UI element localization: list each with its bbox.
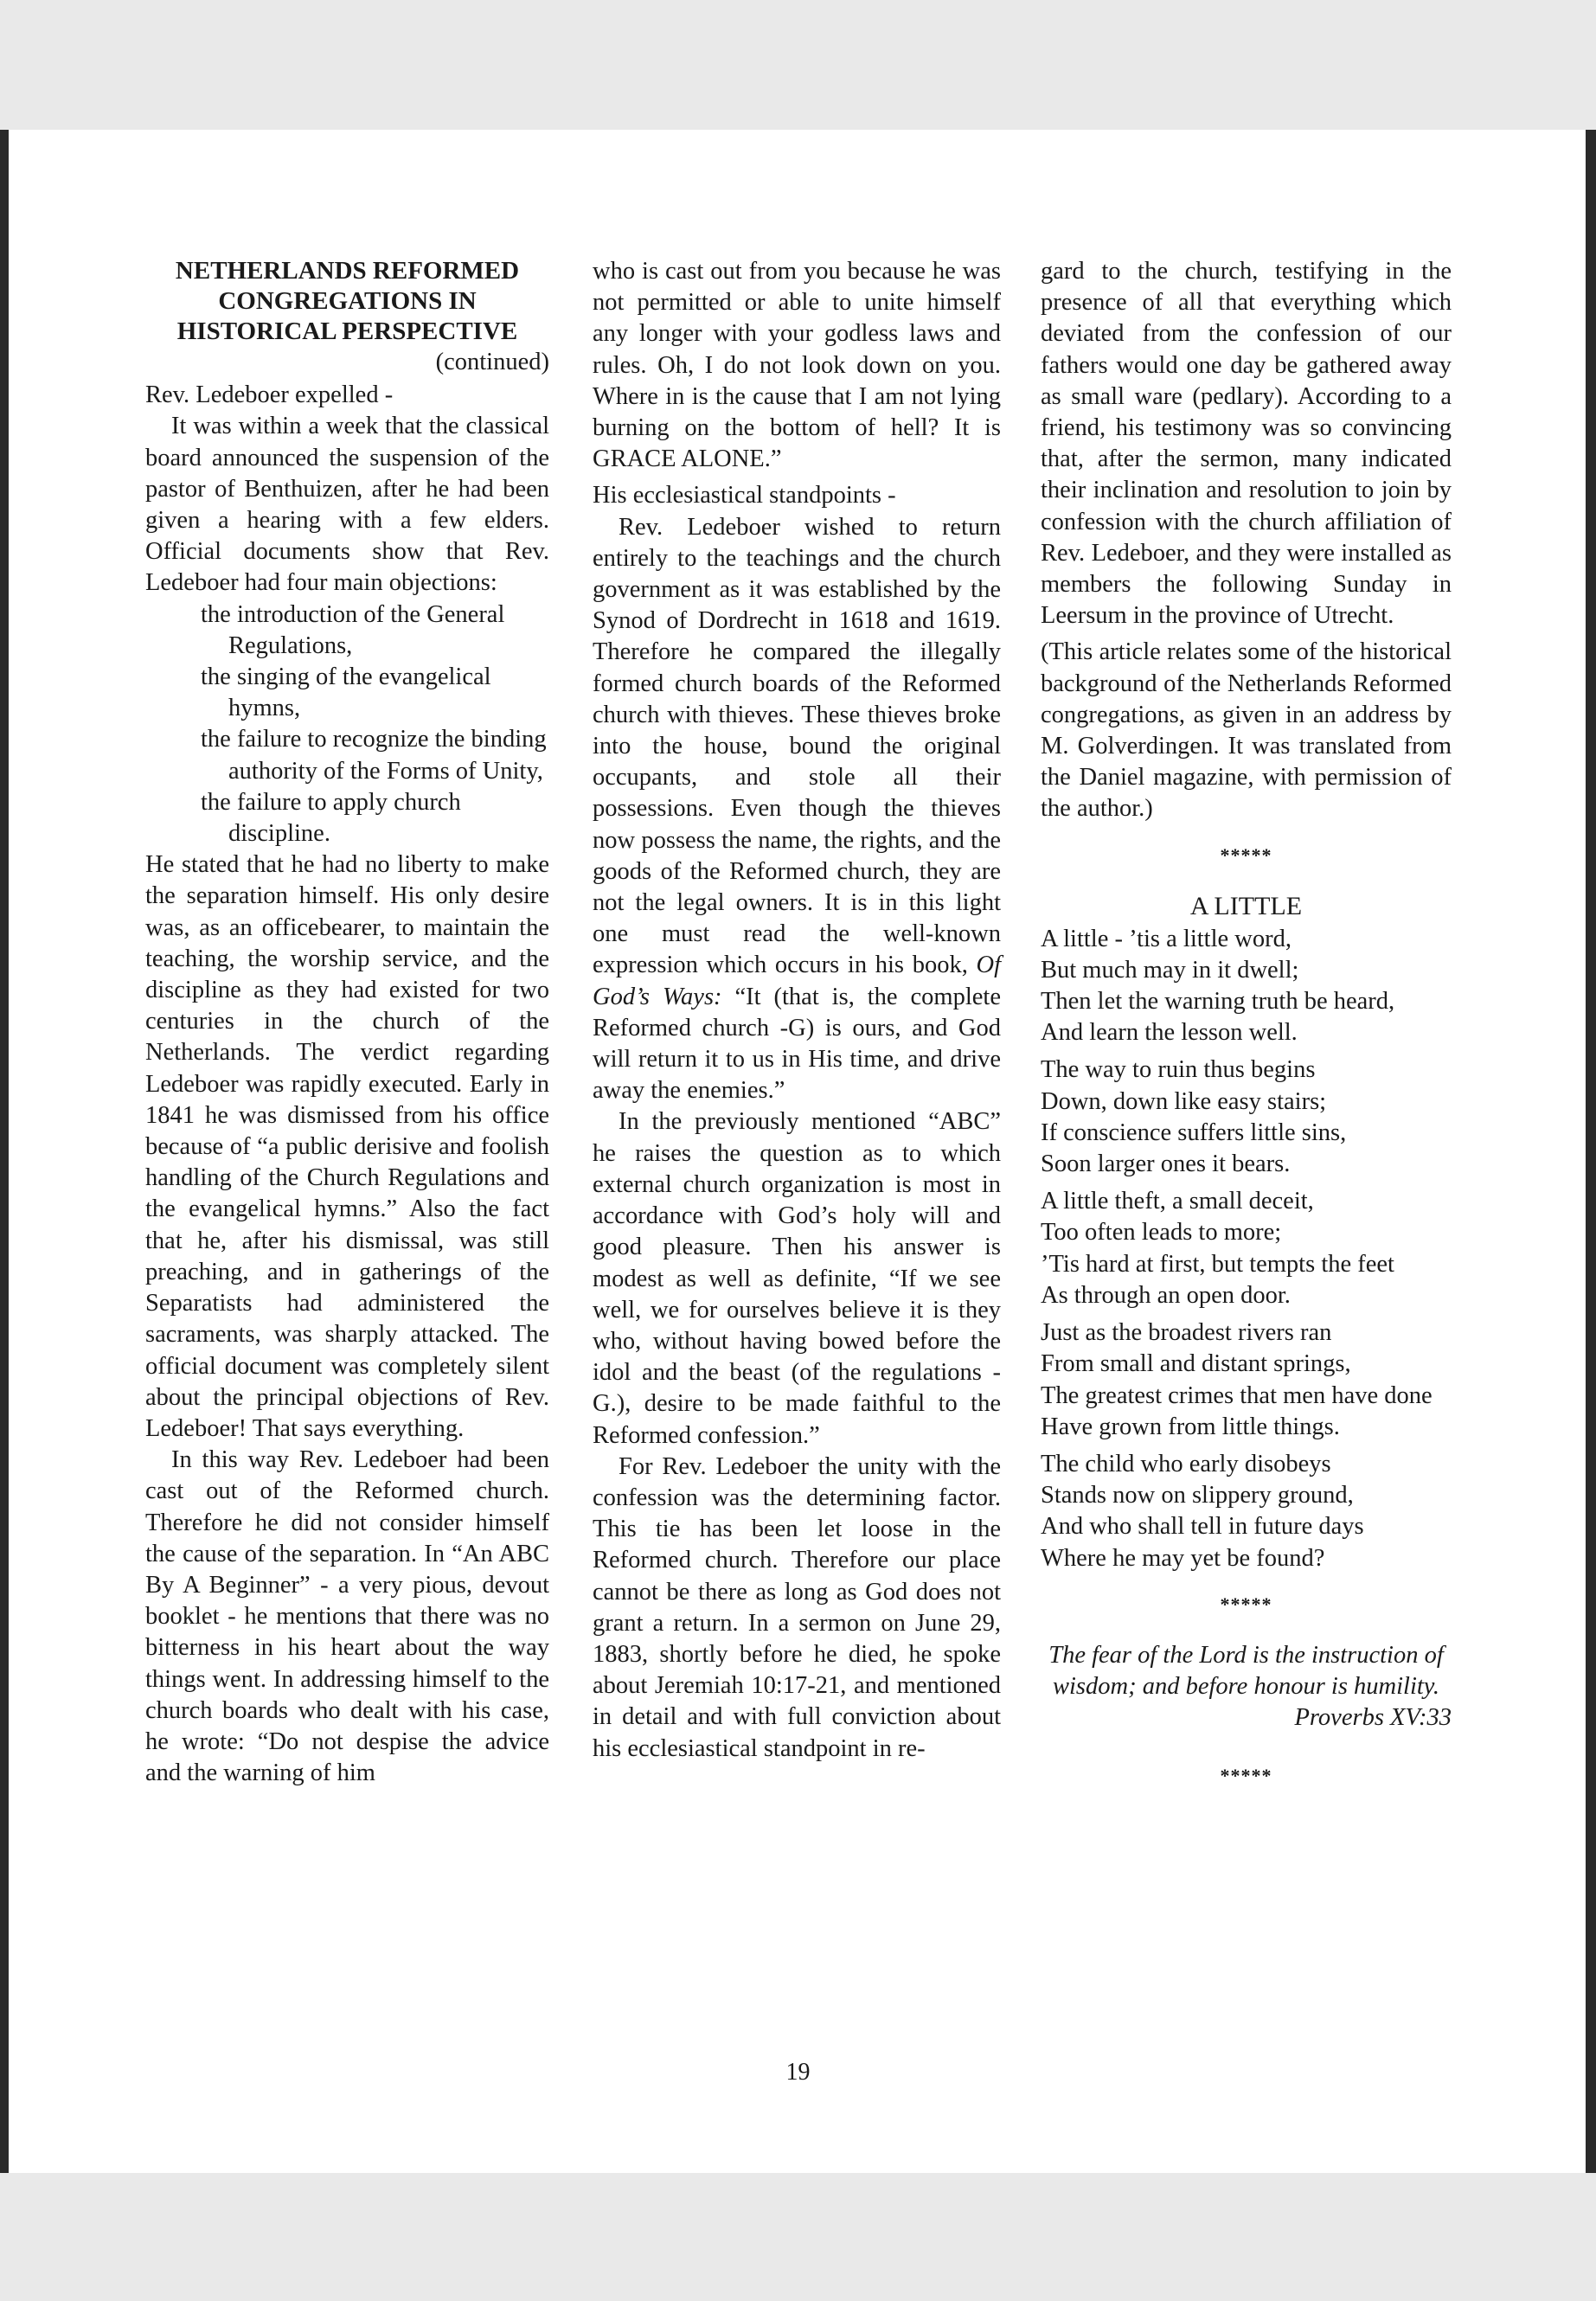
poem-line: Have grown from little things. [1041,1413,1340,1440]
separator-stars: ***** [1220,843,1272,866]
separator-stars: ***** [1220,1593,1272,1615]
paragraph-2: He stated that he had no liberty to make the separation himself. His only desire was, as an officebearer, to maintain the teaching, the worship service, and the discipline as they had existed for two centuries in the church of the Netherlands. The verdict regarding Ledeboer was rapidly executed. Early in 1841 he was dismissed from his office because of “a public derisive and foolish handling of the Church Regulations and the evangelical hymns.” Also the fact that he, after his dismissal, was still preaching, and in gatherings of the Separatists had administered the sacraments, was sharply attacked. The official document was completely silent about the principal objections of Rev. Ledeboer! That says everything. [145,851,549,1442]
scan-margin-top [0,0,1596,130]
page-edge-right [1586,130,1596,2173]
poem-line: A little theft, a small deceit, [1041,1188,1314,1215]
column-3 [1041,256,1452,1811]
title-line-1: NETHERLANDS REFORMED [175,257,520,285]
poem-line: And who shall tell in future days [1041,1513,1364,1541]
poem-line: From small and distant springs, [1041,1350,1351,1378]
translator-note: (This article relates some of the historical background of the Netherlands Reformed congregations, as given in an address by M. Golverdingen. It was translated from the Daniel magazine, with permission of the author.) [1041,638,1452,823]
poem-stanza [1041,1186,1452,1311]
separator-stars: ***** [1220,1765,1272,1787]
poem-line: Just as the broadest rivers ran [1041,1319,1332,1347]
poem-stanza [1041,1317,1452,1443]
poem [1041,924,1452,1574]
poem-line: A little - ’tis a little word, [1041,925,1292,952]
poem-line: Soon larger ones it bears. [1041,1150,1291,1178]
page-number: 19 [785,2059,811,2086]
poem-stanza [1041,924,1452,1049]
poem-line: But much may in it dwell; [1041,956,1299,984]
poem-line: Where he may yet be found? [1041,1544,1325,1572]
column-2 [593,256,1001,1765]
poem-stanza [1041,1449,1452,1574]
poem-line: If conscience suffers little sins, [1041,1118,1347,1146]
paragraph-8: gard to the church, testifying in the presence of all that everything which deviated from the confession of our fathers would one day be gathered away as small ware (pedlary). According to a friend, his testimony was so convincing that, after the sermon, many indicated their inclination and resolution to join by confession with the church affiliation of Rev. Ledeboer, and they were installed as members the following Sunday in Leersum in the province of Utrecht. [1041,258,1452,630]
continued-label: (continued) [435,349,549,375]
title-line-3: HISTORICAL PERSPECTIVE [176,317,518,345]
article-title [145,256,549,347]
poem-line: As through an open door. [1041,1281,1291,1309]
subheading-standpoints: His ecclesiastical standpoints - [593,482,896,510]
scripture-reference: Proverbs XV:33 [1294,1704,1452,1732]
subheading-expelled: Rev. Ledeboer expelled - [145,381,394,409]
poem-line: Down, down like easy stairs; [1041,1087,1327,1115]
objections-list [145,599,549,850]
page-edge-left [0,130,9,2173]
paragraph-1: It was within a week that the classical board announced the suspension of the pastor of Benthuizen, after he had been given a hearing with a few elders. Official documents show that Rev. Ledeboer had four main objections: [145,413,549,597]
poem-line: The greatest crimes that men have done [1041,1381,1433,1409]
poem-line: And learn the lesson well. [1041,1019,1298,1047]
poem-line: ’Tis hard at first, but tempts the feet [1041,1250,1394,1278]
paragraph-5-quote: “It (that is, the complete Reformed church -G) is ours, and God will return it to us in His time, and drive away the enemies.” [593,983,1001,1105]
paragraph-6: In the previously mentioned “ABC” he raises the question as to which external church organization is most in accordance with God’s holy will and good pleasure. Then his answer is modest as well as definite, “If we see well, we for ourselves believe it is they who, without having bowed before the idol and the beast (of the regulations - G.), desire to be made faithful to the Reformed confession.” [593,1108,1001,1449]
paragraph-4: who is cast out from you because he was not permitted or able to unite himself any longer with your godless laws and rules. Oh, I do not look down on you. Where in is the cause that I am not lying burning on the bottom of hell? It is GRACE ALONE.” [593,258,1001,473]
column-1 [145,256,549,1789]
scan-margin-bottom [0,2173,1596,2301]
poem-line: Stands now on slippery ground, [1041,1482,1354,1509]
poem-line: Too often leads to more; [1041,1219,1282,1247]
poem-line: The way to ruin thus begins [1041,1056,1316,1084]
objection-item: the singing of the evangelical hymns, [201,663,491,722]
title-line-2: CONGREGATIONS IN [218,287,477,315]
scripture-quote: The fear of the Lord is the instruction of wisdom; and before honour is humility. [1048,1641,1444,1700]
paragraph-3: In this way Rev. Ledeboer had been cast out of the Reformed church. Therefore he did not consider himself the cause of the separation. In “An ABC By A Beginner” - a very pious, devout booklet - he mentions that there was no bitterness in his heart about the way things went. In addressing himself to the church boards who dealt with his case, he wrote: “Do not despise the advice and the warning of him [145,1446,549,1787]
objection-item: the introduction of the General Regulations, [201,600,505,659]
objection-item: the failure to apply church discipline. [201,788,461,848]
poem-line: Then let the warning truth be heard, [1041,988,1395,1016]
paragraph-7: For Rev. Ledeboer the unity with the confession was the determining factor. This tie has been let loose in the Reformed church. Therefore our place cannot be there as long as God does not grant a return. In a sermon on June 29, 1883, shortly before he died, he spoke about Jeremiah 10:17-21, and mentioned in detail and with full conviction about his ecclesiastical standpoint in re- [593,1452,1001,1762]
poem-stanza [1041,1054,1452,1180]
book-title: Of God’s Ways: [593,952,1001,1010]
objection-item: the failure to recognize the binding authority of the Forms of Unity, [201,726,547,785]
poem-line: The child who early disobeys [1041,1450,1331,1477]
paragraph-5 [593,512,1001,1107]
poem-title: A LITTLE [1189,891,1303,920]
paragraph-5-text: Rev. Ledeboer wished to return entirely to the teachings and the church government as it was established by the Synod of Dordrecht in 1618 and 1619. Therefore he compared the illegally formed church boards of the Reformed church with thieves. These thieves broke into the house, bound the original occupants, and stole all their possessions. Even though the thieves now possess the name, the rights, and the goods of the Reformed church, they are not the legal owners. It is in this light one must read the well-known expression which occurs in his book, [593,513,1001,979]
